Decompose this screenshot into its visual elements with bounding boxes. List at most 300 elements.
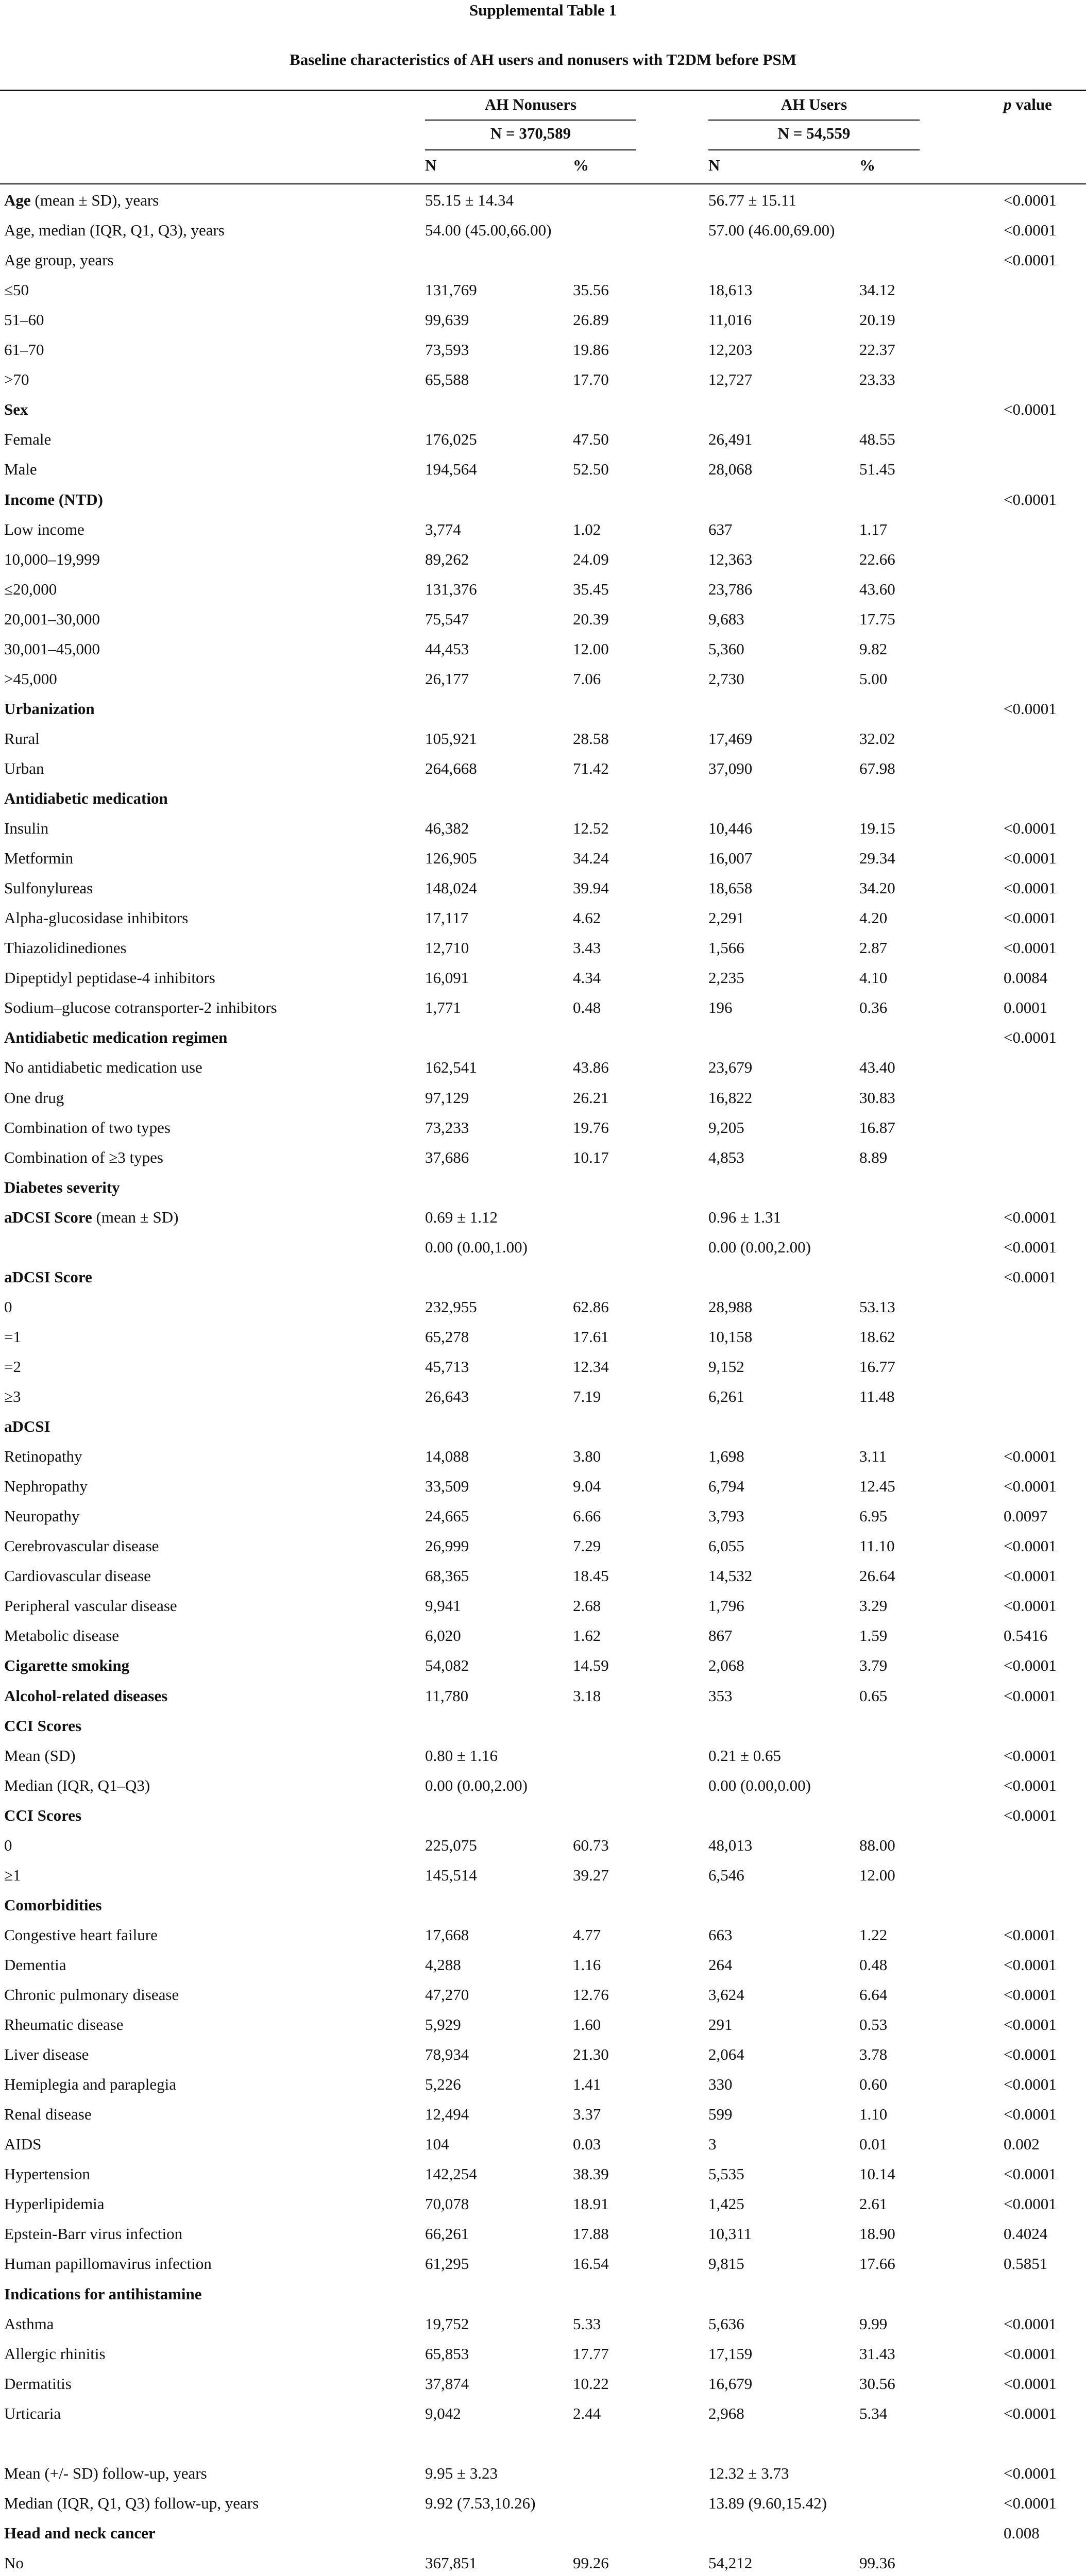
- nonusers-pct-cell: 10.17: [573, 1148, 609, 1166]
- nonusers-pct-cell: 16.54: [573, 2255, 609, 2273]
- row-label: [4, 1866, 21, 1885]
- row-label: [4, 699, 95, 719]
- row-label-text: Chronic pulmonary disease: [4, 1986, 179, 2004]
- users-n-cell: 599: [708, 2105, 733, 2123]
- row-label-text: 20,001–30,000: [4, 610, 100, 628]
- nonusers-pct-cell: 5.33: [573, 2315, 601, 2333]
- users-n-cell: 1,566: [708, 939, 744, 957]
- nonusers-pct-cell: 71.42: [573, 759, 609, 777]
- nonusers-pct-cell: 28.58: [573, 730, 609, 748]
- users-n-cell: 2,291: [708, 909, 744, 927]
- header-users: AH Users: [780, 95, 847, 113]
- row-label: [4, 1387, 21, 1406]
- users-n-cell: 637: [708, 520, 733, 538]
- p-value-cell: <0.0001: [1004, 2345, 1057, 2363]
- nonusers-n-cell: 19,752: [425, 2315, 469, 2333]
- nonusers-n-cell: 3,774: [425, 520, 461, 538]
- users-pct-cell: 6.64: [859, 1986, 888, 2004]
- row-label: [4, 2224, 182, 2244]
- users-pct-cell: 9.82: [859, 640, 888, 658]
- nonusers-n-cell: 73,593: [425, 341, 469, 359]
- nonusers-n-cell: 65,278: [425, 1328, 469, 1346]
- users-pct-cell: 32.02: [859, 730, 895, 748]
- users-n-cell: 12,363: [708, 550, 753, 568]
- users-n-cell: 18,613: [708, 281, 753, 299]
- nonusers-n-cell: 99,639: [425, 311, 469, 329]
- users-pct-cell: 2.61: [859, 2195, 888, 2213]
- nonusers-n-cell: 33,509: [425, 1477, 469, 1495]
- row-label: [4, 2344, 106, 2364]
- row-label-text: Epstein-Barr virus infection: [4, 2225, 183, 2243]
- nonusers-pct-cell: 12.00: [573, 640, 609, 658]
- row-label-text: Cardiovascular disease: [4, 1567, 151, 1585]
- users-n-cell: 0.00 (0.00,2.00): [708, 1238, 811, 1256]
- row-label-text: Rural: [4, 730, 40, 748]
- p-value-cell: <0.0001: [1004, 2404, 1057, 2422]
- row-label-text: >45,000: [4, 670, 57, 688]
- nonusers-pct-cell: 1.16: [573, 1956, 601, 1974]
- users-pct-cell: 4.10: [859, 969, 888, 987]
- nonusers-pct-cell: 3.43: [573, 939, 601, 957]
- users-n-cell: 3,793: [708, 1507, 744, 1525]
- table-subtitle: Baseline characteristics of AH users and nonusers with T2DM before PSM: [290, 50, 796, 69]
- row-label: [4, 1447, 82, 1466]
- p-value-cell: <0.0001: [1004, 221, 1057, 239]
- nonusers-n-cell: 194,564: [425, 460, 477, 478]
- users-underline-2: [708, 149, 920, 150]
- row-label-bold: Antidiabetic medication regimen: [4, 1028, 228, 1046]
- nonusers-n-cell: 9.95 ± 3.23: [425, 2464, 498, 2482]
- p-value-cell: <0.0001: [1004, 2015, 1057, 2033]
- nonusers-n-cell: 68,365: [425, 1567, 469, 1585]
- row-label: [4, 998, 277, 1018]
- p-value-cell: <0.0001: [1004, 819, 1057, 837]
- nonusers-n-cell: 16,091: [425, 969, 469, 987]
- row-label: [4, 1536, 159, 1556]
- nonusers-pct-cell: 14.59: [573, 1656, 609, 1674]
- row-label-bold: aDCSI: [4, 1417, 50, 1435]
- row-label-bold: Cigarette smoking: [4, 1656, 130, 1674]
- users-pct-cell: 22.66: [859, 550, 895, 568]
- users-n-cell: 16,007: [708, 849, 753, 867]
- nonusers-n-cell: 54.00 (45.00,66.00): [425, 221, 552, 239]
- nonusers-n-cell: 5,226: [425, 2075, 461, 2093]
- users-pct-cell: 1.59: [859, 1626, 888, 1645]
- users-n-cell: 6,261: [708, 1387, 744, 1405]
- users-n-cell: 2,064: [708, 2045, 744, 2063]
- row-label: [4, 729, 40, 749]
- row-label: [4, 1836, 12, 1855]
- nonusers-n-cell: 225,075: [425, 1836, 477, 1854]
- nonusers-n-cell: 44,453: [425, 640, 469, 658]
- row-label-text: Human papillomavirus infection: [4, 2255, 212, 2273]
- nonusers-pct-cell: 52.50: [573, 460, 609, 478]
- users-n-cell: 12.32 ± 3.73: [708, 2464, 789, 2482]
- nonusers-n-cell: 45,713: [425, 1358, 469, 1376]
- row-label: [4, 1566, 151, 1586]
- row-label: [4, 310, 44, 330]
- users-n-cell: 28,988: [708, 1298, 753, 1316]
- nonusers-n-cell: 264,668: [425, 759, 477, 777]
- nonusers-pct-cell: 7.06: [573, 670, 601, 688]
- users-n-cell: 17,159: [708, 2345, 753, 2363]
- nonusers-n-cell: 75,547: [425, 610, 469, 628]
- row-label-text: Mean (+/- SD) follow-up, years: [4, 2464, 207, 2482]
- p-value-cell: 0.002: [1004, 2135, 1040, 2153]
- nonusers-pct-cell: 19.76: [573, 1118, 609, 1137]
- nonusers-pct-cell: 3.18: [573, 1687, 601, 1705]
- row-label: [4, 460, 37, 479]
- row-label-text: No: [4, 2554, 24, 2572]
- nonusers-n-cell: 14,088: [425, 1447, 469, 1465]
- nonusers-n-cell: 131,376: [425, 580, 477, 598]
- users-pct-cell: 3.79: [859, 1656, 888, 1674]
- p-value-cell: <0.0001: [1004, 251, 1057, 269]
- nonusers-n-cell: 6,020: [425, 1626, 461, 1645]
- row-label: [4, 1417, 50, 1436]
- users-n-cell: 37,090: [708, 759, 753, 777]
- row-label-text: Age, median (IQR, Q1, Q3), years: [4, 221, 225, 239]
- users-n-cell: 1,425: [708, 2195, 744, 2213]
- row-label-bold: Urbanization: [4, 700, 95, 718]
- row-label-text: Liver disease: [4, 2045, 89, 2063]
- nonusers-pct-cell: 4.62: [573, 909, 601, 927]
- nonusers-pct-cell: 62.86: [573, 1298, 609, 1316]
- users-n-cell: 9,683: [708, 610, 744, 628]
- row-label: [4, 2164, 90, 2184]
- nonusers-pct-cell: 35.56: [573, 281, 609, 299]
- nonusers-n-cell: 26,177: [425, 670, 469, 688]
- users-n-cell: 48,013: [708, 1836, 753, 1854]
- row-label-bold: Indications for antihistamine: [4, 2285, 202, 2303]
- p-value-cell: <0.0001: [1004, 1986, 1057, 2004]
- p-value-cell: 0.0084: [1004, 969, 1048, 987]
- p-value-cell: <0.0001: [1004, 1208, 1057, 1226]
- nonusers-n-cell: 61,295: [425, 2255, 469, 2273]
- nonusers-n-cell: 367,851: [425, 2554, 477, 2572]
- p-value-cell: 0.008: [1004, 2524, 1040, 2542]
- users-n-cell: 10,446: [708, 819, 753, 837]
- users-n-cell: 663: [708, 1926, 733, 1944]
- nonusers-pct-cell: 21.30: [573, 2045, 609, 2063]
- table-title: Supplemental Table 1: [469, 1, 617, 19]
- users-n-cell: 6,794: [708, 1477, 744, 1495]
- users-n-cell: 23,679: [708, 1058, 753, 1076]
- row-label: [4, 849, 73, 868]
- row-label: [4, 789, 168, 808]
- row-label: [4, 1895, 101, 1915]
- users-n-cell: 196: [708, 998, 733, 1016]
- row-label: [4, 550, 100, 569]
- users-pct-cell: 11.48: [859, 1387, 895, 1405]
- nonusers-pct-cell: 6.66: [573, 1507, 601, 1525]
- users-pct-cell: 1.10: [859, 2105, 888, 2123]
- row-label-text: Hyperlipidemia: [4, 2195, 105, 2213]
- p-value-cell: <0.0001: [1004, 939, 1057, 957]
- users-pct-cell: 1.22: [859, 1926, 888, 1944]
- users-n-cell: 10,311: [708, 2225, 752, 2243]
- nonusers-pct-cell: 0.48: [573, 998, 601, 1016]
- row-label: [4, 2045, 89, 2064]
- header-rule: [0, 183, 1086, 184]
- users-n-cell: 867: [708, 1626, 733, 1645]
- row-label-text: >70: [4, 370, 29, 388]
- row-label-bold: Income (NTD): [4, 490, 103, 509]
- row-label: [4, 191, 159, 210]
- header-nonusers: AH Nonusers: [484, 95, 577, 113]
- users-pct-cell: 10.14: [859, 2165, 895, 2183]
- users-pct-cell: 29.34: [859, 849, 895, 867]
- row-label: [4, 968, 215, 988]
- nonusers-n-cell: 148,024: [425, 879, 477, 897]
- users-pct-cell: 23.33: [859, 370, 895, 388]
- nonusers-pct-cell: 35.45: [573, 580, 609, 598]
- row-label-bold: aDCSI Score: [4, 1268, 92, 1286]
- nonusers-n-cell: 0.00 (0.00,1.00): [425, 1238, 528, 1256]
- p-value-cell: <0.0001: [1004, 1926, 1057, 1944]
- row-label-text: Cerebrovascular disease: [4, 1537, 159, 1555]
- users-n-cell: 57.00 (46.00,69.00): [708, 221, 835, 239]
- nonusers-n-cell: 232,955: [425, 1298, 477, 1316]
- users-n-cell: 12,203: [708, 341, 753, 359]
- row-label: [4, 250, 114, 270]
- row-label-text: Renal disease: [4, 2105, 92, 2123]
- users-pct-cell: 30.56: [859, 2375, 895, 2393]
- nonusers-n-cell: 0.80 ± 1.16: [425, 1747, 498, 1765]
- users-n-cell: 11,016: [708, 311, 752, 329]
- nonusers-n-cell: 37,686: [425, 1148, 469, 1166]
- nonusers-pct-cell: 17.77: [573, 2345, 609, 2363]
- users-n-cell: 6,546: [708, 1866, 744, 1884]
- users-n-cell: 330: [708, 2075, 733, 2093]
- users-n-cell: 264: [708, 1956, 733, 1974]
- nonusers-pct-cell: 39.94: [573, 879, 609, 897]
- users-pct-cell: 3.11: [859, 1447, 887, 1465]
- row-label-text: Congestive heart failure: [4, 1926, 158, 1944]
- nonusers-pct-cell: 3.37: [573, 2105, 601, 2123]
- nonusers-pct-cell: 38.39: [573, 2165, 609, 2183]
- row-label: [4, 1178, 120, 1197]
- nonusers-pct-cell: 2.68: [573, 1597, 601, 1615]
- nonusers-n-cell: 176,025: [425, 430, 477, 448]
- users-pct-cell: 18.90: [859, 2225, 895, 2243]
- row-label-bold: Diabetes severity: [4, 1178, 120, 1196]
- p-value-cell: <0.0001: [1004, 1567, 1057, 1585]
- users-n-cell: 2,968: [708, 2404, 744, 2422]
- row-label-bold: Head and neck cancer: [4, 2524, 156, 2542]
- row-label: [4, 490, 103, 510]
- p-value-cell: <0.0001: [1004, 2195, 1057, 2213]
- users-n-cell: 0.21 ± 0.65: [708, 1747, 782, 1765]
- users-n-cell: 291: [708, 2015, 733, 2033]
- row-label: [4, 1626, 119, 1646]
- nonusers-n-cell: 26,999: [425, 1537, 469, 1555]
- users-pct-cell: 34.12: [859, 281, 895, 299]
- row-label-text: Metformin: [4, 849, 74, 867]
- row-label: [4, 370, 29, 389]
- p-value-cell: <0.0001: [1004, 2464, 1057, 2482]
- users-n-cell: 2,235: [708, 969, 744, 987]
- nonusers-n-cell: 55.15 ± 14.34: [425, 191, 514, 209]
- nonusers-n-cell: 9,042: [425, 2404, 461, 2422]
- row-label-text: =2: [4, 1358, 21, 1376]
- users-pct-cell: 19.15: [859, 819, 895, 837]
- users-pct-cell: 53.13: [859, 1298, 895, 1316]
- users-n-cell: 9,152: [708, 1358, 744, 1376]
- row-label-text: Retinopathy: [4, 1447, 82, 1465]
- row-label: [4, 2553, 24, 2573]
- users-n-cell: 353: [708, 1687, 733, 1705]
- users-pct-cell: 1.17: [859, 520, 888, 538]
- p-value-cell: <0.0001: [1004, 1238, 1057, 1256]
- row-label: [4, 2404, 61, 2424]
- users-n-cell: 3: [708, 2135, 717, 2153]
- users-pct-cell: 22.37: [859, 341, 895, 359]
- row-label: [4, 1506, 79, 1526]
- nonusers-pct-cell: 99.26: [573, 2554, 609, 2572]
- row-label-text: One drug: [4, 1089, 64, 1107]
- nonusers-pct-cell: 24.09: [573, 550, 609, 568]
- users-pct-cell: 30.83: [859, 1089, 895, 1107]
- users-pct-cell: 6.95: [859, 1507, 888, 1525]
- users-pct-cell: 88.00: [859, 1836, 895, 1854]
- p-value-cell: <0.0001: [1004, 490, 1057, 509]
- p-value-cell: <0.0001: [1004, 1956, 1057, 1974]
- nonusers-n-cell: 54,082: [425, 1656, 469, 1674]
- users-n-cell: 23,786: [708, 580, 753, 598]
- nonusers-n-cell: 26,643: [425, 1387, 469, 1405]
- nonusers-n-cell: 131,769: [425, 281, 477, 299]
- users-n-cell: 2,068: [708, 1656, 744, 1674]
- row-label: [4, 609, 100, 629]
- nonusers-n-cell: 17,668: [425, 1926, 469, 1944]
- row-label: [4, 2075, 176, 2094]
- nonusers-pct-cell: 9.04: [573, 1477, 601, 1495]
- users-pct-cell: 48.55: [859, 430, 895, 448]
- row-label: [4, 1776, 150, 1795]
- row-label-text: Median (IQR, Q1, Q3) follow-up, years: [4, 2494, 259, 2512]
- row-label: [4, 2015, 124, 2035]
- row-label-bold: Antidiabetic medication: [4, 789, 168, 807]
- row-label-text: Alpha-glucosidase inhibitors: [4, 909, 189, 927]
- nonusers-n-cell: 126,905: [425, 849, 477, 867]
- p-value-cell: 0.0001: [1004, 998, 1048, 1016]
- p-value-cell: <0.0001: [1004, 2105, 1057, 2123]
- users-pct-cell: 5.00: [859, 670, 888, 688]
- nonusers-n-cell: 12,710: [425, 939, 469, 957]
- nonusers-pct-cell: 7.29: [573, 1537, 601, 1555]
- row-label-text: 30,001–45,000: [4, 640, 100, 658]
- nonusers-n-cell: 11,780: [425, 1687, 469, 1705]
- row-label-text: 0: [4, 1836, 12, 1854]
- users-pct-cell: 9.99: [859, 2315, 888, 2333]
- row-label: [4, 400, 28, 419]
- row-label: [4, 2134, 41, 2154]
- nonusers-pct-cell: 1.02: [573, 520, 601, 538]
- row-label: [4, 1686, 167, 1706]
- row-label: [4, 340, 44, 360]
- row-label: [4, 819, 48, 838]
- users-pct-cell: 3.78: [859, 2045, 888, 2063]
- nonusers-pct-cell: 12.76: [573, 1986, 609, 2004]
- users-pct-cell: 17.66: [859, 2255, 895, 2273]
- row-label-text: Combination of ≥3 types: [4, 1148, 163, 1166]
- users-n-cell: 2,730: [708, 670, 744, 688]
- row-label-text: Hypertension: [4, 2165, 91, 2183]
- nonusers-pct-cell: 47.50: [573, 430, 609, 448]
- header-pct-nonusers: %: [573, 156, 589, 174]
- row-label-text: Female: [4, 430, 52, 448]
- nonusers-pct-cell: 26.89: [573, 311, 609, 329]
- nonusers-n-cell: 9,941: [425, 1597, 461, 1615]
- nonusers-n-cell: 0.69 ± 1.12: [425, 1208, 498, 1226]
- row-label-text: 10,000–19,999: [4, 550, 100, 568]
- row-label-text: Insulin: [4, 819, 49, 837]
- row-label-text: Urban: [4, 759, 44, 777]
- nonusers-n-cell: 104: [425, 2135, 449, 2153]
- users-pct-cell: 0.53: [859, 2015, 888, 2033]
- p-value-cell: <0.0001: [1004, 1268, 1057, 1286]
- p-value-cell: <0.0001: [1004, 191, 1057, 209]
- row-label: [4, 1118, 171, 1138]
- row-label: [4, 1806, 81, 1825]
- row-label-text: ≥3: [4, 1387, 21, 1405]
- nonusers-n-cell: 9.92 (7.53,10.26): [425, 2494, 536, 2512]
- nonusers-pct-cell: 1.62: [573, 1626, 601, 1645]
- row-label-text: Peripheral vascular disease: [4, 1597, 177, 1615]
- row-label: [4, 2314, 54, 2334]
- users-pct-cell: 0.36: [859, 998, 888, 1016]
- row-label-text: Age group, years: [4, 251, 114, 269]
- p-value-cell: 0.5851: [1004, 2255, 1048, 2273]
- nonusers-pct-cell: 26.21: [573, 1089, 609, 1107]
- nonusers-n-cell: 0.00 (0.00,2.00): [425, 1776, 528, 1794]
- header-p-rest: value: [1011, 95, 1052, 113]
- p-value-cell: <0.0001: [1004, 1687, 1057, 1705]
- nonusers-pct-cell: 17.88: [573, 2225, 609, 2243]
- p-value-cell: <0.0001: [1004, 700, 1057, 718]
- row-label: [4, 520, 84, 539]
- row-label-text: Dipeptidyl peptidase-4 inhibitors: [4, 969, 215, 987]
- nonusers-n-cell: 97,129: [425, 1089, 469, 1107]
- nonusers-n-cell: 162,541: [425, 1058, 477, 1076]
- p-value-cell: <0.0001: [1004, 849, 1057, 867]
- row-label: [4, 1925, 158, 1945]
- users-pct-cell: 3.29: [859, 1597, 888, 1615]
- row-label: [4, 280, 29, 300]
- header-pct-users: %: [859, 156, 875, 174]
- top-rule: [0, 90, 1086, 91]
- nonusers-underline-2: [425, 149, 636, 150]
- users-n-cell: 12,727: [708, 370, 753, 388]
- p-value-cell: <0.0001: [1004, 2315, 1057, 2333]
- row-label-text: Sodium–glucose cotransporter-2 inhibitors: [4, 998, 277, 1016]
- nonusers-n-cell: 12,494: [425, 2105, 469, 2123]
- nonusers-pct-cell: 17.61: [573, 1328, 609, 1346]
- users-n-cell: 10,158: [708, 1328, 753, 1346]
- nonusers-pct-cell: 18.45: [573, 1567, 609, 1585]
- nonusers-n-cell: 78,934: [425, 2045, 469, 2063]
- row-label: [4, 221, 225, 240]
- users-pct-cell: 51.45: [859, 460, 895, 478]
- users-n-cell: 14,532: [708, 1567, 753, 1585]
- row-label: [4, 878, 93, 898]
- nonusers-n-cell: 5,929: [425, 2015, 461, 2033]
- users-pct-cell: 0.60: [859, 2075, 888, 2093]
- row-label-text: Allergic rhinitis: [4, 2345, 106, 2363]
- header-n-nonusers: N: [425, 156, 437, 174]
- users-n-cell: 56.77 ± 15.11: [708, 191, 796, 209]
